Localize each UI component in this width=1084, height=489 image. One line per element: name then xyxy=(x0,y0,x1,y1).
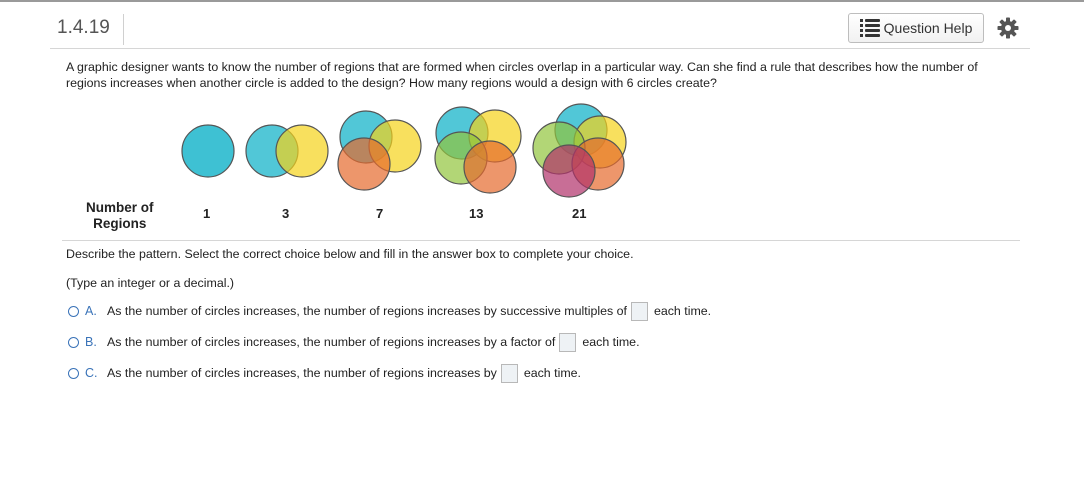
circle xyxy=(182,125,234,177)
row-label xyxy=(86,200,154,232)
region-count: 1 xyxy=(203,206,211,221)
row-label-line1: Number of xyxy=(86,200,154,215)
choice-b-text: As the number of circles increases, the number of regions increases by a factor of xyxy=(107,335,556,349)
choice-a-text: As the number of circles increases, the number of regions increases by successive multiples of xyxy=(107,304,627,318)
row-label-line2: Regions xyxy=(93,216,147,231)
choice-a[interactable] xyxy=(68,300,711,322)
choice-c-suffix: each time. xyxy=(523,366,581,380)
question-help-label: Question Help xyxy=(883,20,973,36)
list-icon xyxy=(860,19,880,37)
choice-a-radio[interactable] xyxy=(68,306,79,317)
question-help-button[interactable] xyxy=(848,13,984,43)
choice-b-letter: B. xyxy=(85,335,97,349)
choice-b-answer-box[interactable] xyxy=(559,333,576,352)
region-count: 3 xyxy=(282,206,290,221)
circles-diagram xyxy=(80,100,640,200)
circle xyxy=(464,141,516,193)
choice-b[interactable] xyxy=(68,331,640,353)
problem-number: 1.4.19 xyxy=(57,17,110,38)
choice-c-radio[interactable] xyxy=(68,368,79,379)
choice-c-text: As the number of circles increases, the number of regions increases by xyxy=(107,366,497,380)
choice-b-suffix: each time. xyxy=(582,335,640,349)
circles-figure xyxy=(80,100,640,235)
region-count: 13 xyxy=(469,206,484,221)
question-header xyxy=(50,10,1030,49)
circle xyxy=(543,145,595,197)
circle xyxy=(338,138,390,190)
choice-a-suffix: each time. xyxy=(653,304,712,318)
choice-c-letter: C. xyxy=(85,366,98,380)
hint-text: (Type an integer or a decimal.) xyxy=(66,276,235,290)
section-divider xyxy=(62,240,1020,241)
question-text: A graphic designer wants to know the number of regions that are formed when circles overlap in a particular way. Can she find a rule that describes how the number of regions increases when another circle is added to the design? How many regions would a design with 6 circles create? xyxy=(66,60,978,90)
choice-c[interactable] xyxy=(68,362,581,384)
instruction-text: Describe the pattern. Select the correct choice below and fill in the answer box to complete your choice. xyxy=(66,247,634,261)
choice-a-answer-box[interactable] xyxy=(631,302,648,321)
top-border xyxy=(0,0,1084,2)
choice-c-answer-box[interactable] xyxy=(501,364,518,383)
choice-a-letter: A. xyxy=(85,304,97,318)
gear-icon[interactable] xyxy=(996,16,1020,40)
header-divider xyxy=(123,14,124,45)
circle xyxy=(276,125,328,177)
region-count: 7 xyxy=(376,206,384,221)
region-count: 21 xyxy=(572,206,587,221)
choice-b-radio[interactable] xyxy=(68,337,79,348)
